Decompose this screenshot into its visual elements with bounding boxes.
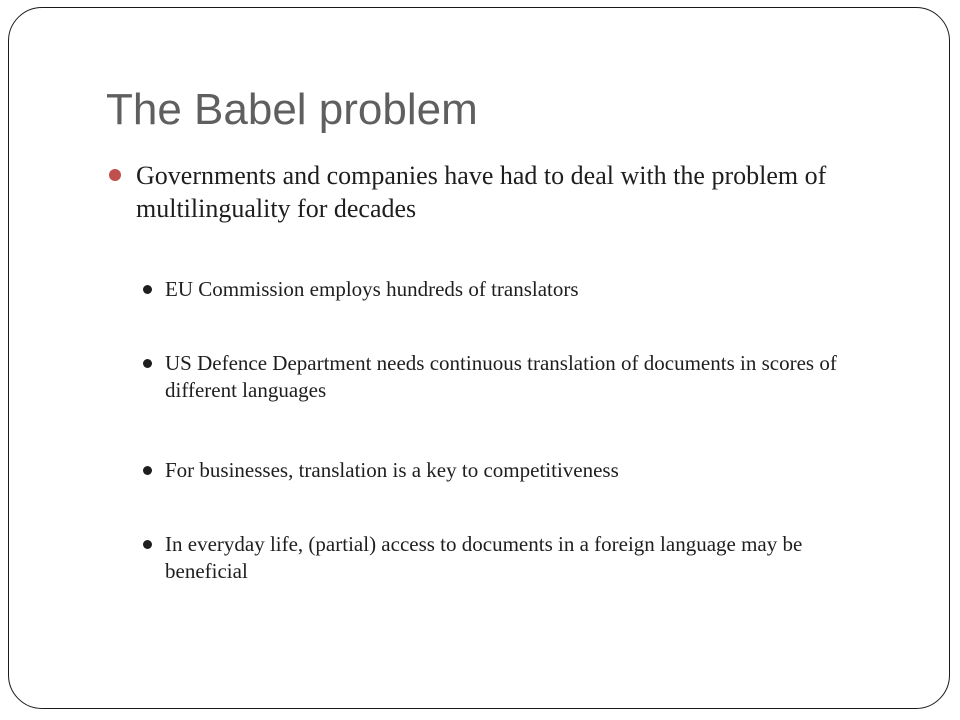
slide-title: The Babel problem bbox=[106, 85, 478, 134]
sub-bullet-dot-icon bbox=[143, 285, 152, 294]
bullet-text: Governments and companies have had to deal with the problem of multilinguality for decades bbox=[136, 161, 827, 223]
sub-bullet-dot-icon bbox=[143, 359, 152, 368]
bullet-dot-icon bbox=[109, 169, 121, 181]
sub-bullet-eu-commission bbox=[165, 276, 865, 303]
sub-bullet-text: EU Commission employs hundreds of translators bbox=[165, 277, 579, 301]
bullet-item-main bbox=[136, 159, 836, 225]
sub-bullet-text: In everyday life, (partial) access to documents in a foreign language may be beneficial bbox=[165, 532, 803, 583]
sub-bullet-dot-icon bbox=[143, 540, 152, 549]
sub-bullet-us-defence bbox=[165, 350, 865, 404]
sub-bullet-dot-icon bbox=[143, 466, 152, 475]
sub-bullet-everyday-life bbox=[165, 531, 865, 585]
sub-bullet-text: US Defence Department needs continuous translation of documents in scores of different languages bbox=[165, 351, 837, 402]
sub-bullet-businesses bbox=[165, 457, 865, 484]
sub-bullet-text: For businesses, translation is a key to competitiveness bbox=[165, 458, 619, 482]
